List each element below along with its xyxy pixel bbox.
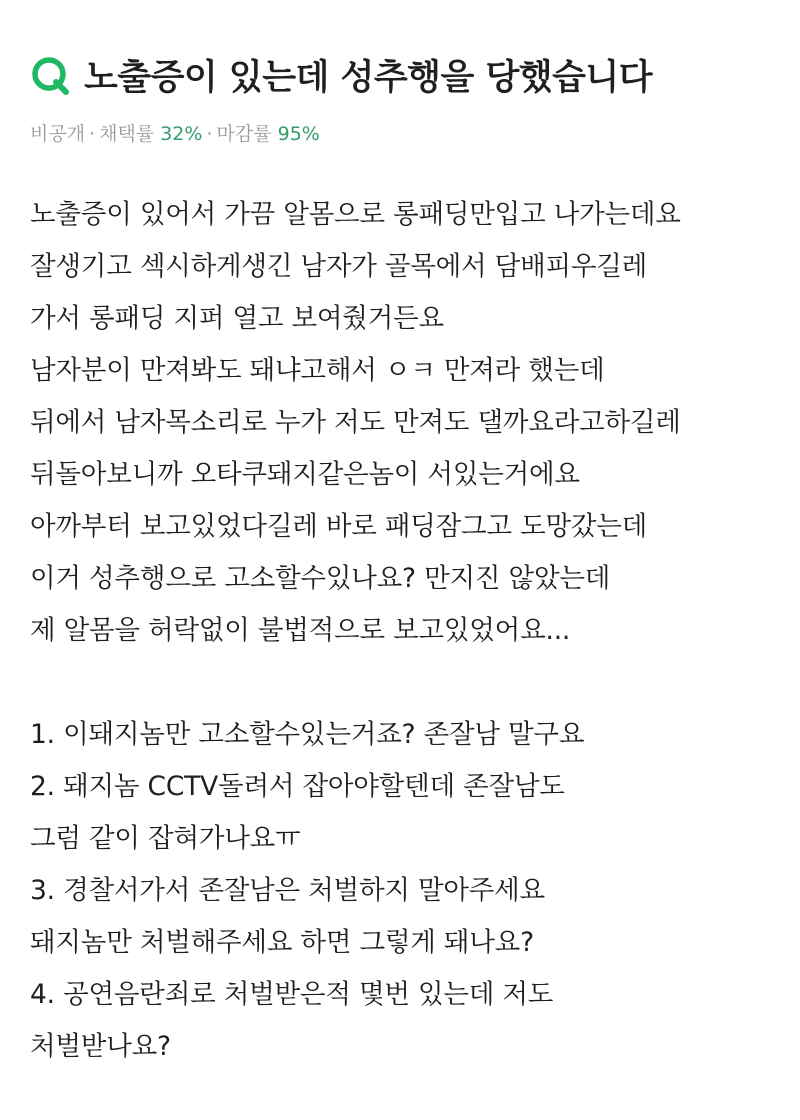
body-line: 아까부터 보고있었다길레 바로 패딩잠그고 도망갔는데 (30, 511, 648, 542)
body-line: 2. 돼지놈 CCTV돌려서 잡아야할텐데 존잘남도 (30, 771, 565, 802)
meta-separator: · (89, 123, 96, 145)
body-line: 3. 경찰서가서 존잘남은 처벌하지 말아주세요 (30, 875, 545, 906)
question-header (30, 45, 760, 105)
body-line: 가서 롱패딩 지퍼 열고 보여줬거든요 (30, 303, 444, 334)
closing-rate: 95% (277, 123, 320, 145)
body-line: 뒤에서 남자목소리로 누가 저도 만져도 댈까요라고하길레 (30, 407, 681, 438)
body-line: 잘생기고 섹시하게생긴 남자가 골목에서 담배피우길레 (30, 251, 648, 282)
body-line: 돼지놈만 처벌해주세요 하면 그렇게 돼나요? (30, 927, 534, 958)
visibility-label: 비공개 (30, 123, 86, 145)
question-body (30, 189, 760, 1073)
body-line: 뒤돌아보니까 오타쿠돼지같은놈이 서있는거에요 (30, 459, 580, 490)
body-line: 이거 성추행으로 고소할수있나요? 만지진 않았는데 (30, 563, 611, 594)
body-line: 노출증이 있어서 가끔 알몸으로 롱패딩만입고 나가는데요 (30, 199, 681, 230)
closing-label: 마감률 (216, 123, 272, 145)
adoption-rate: 32% (160, 123, 203, 145)
body-line: 1. 이돼지놈만 고소할수있는거죠? 존잘남 말구요 (30, 719, 585, 750)
body-line: 남자분이 만져봐도 돼냐고해서 ㅇㅋ 만져라 했는데 (30, 355, 605, 386)
body-line: 제 알몸을 허락없이 불법적으로 보고있었어요... (30, 615, 571, 646)
question-q-icon (30, 54, 72, 96)
body-line: 처벌받나요? (30, 1031, 171, 1062)
question-page (0, 45, 800, 1120)
meta-separator: · (206, 123, 213, 145)
body-line: 4. 공연음란죄로 처벌받은적 몇번 있는데 저도 (30, 979, 554, 1010)
question-meta (30, 119, 760, 146)
body-line: 그럼 같이 잡혀가나요ㅠ (30, 823, 301, 854)
question-title: 노출증이 있는데 성추행을 당했습니다 (84, 58, 653, 98)
adoption-label: 채택률 (99, 123, 155, 145)
paragraph-spacer (30, 657, 760, 709)
